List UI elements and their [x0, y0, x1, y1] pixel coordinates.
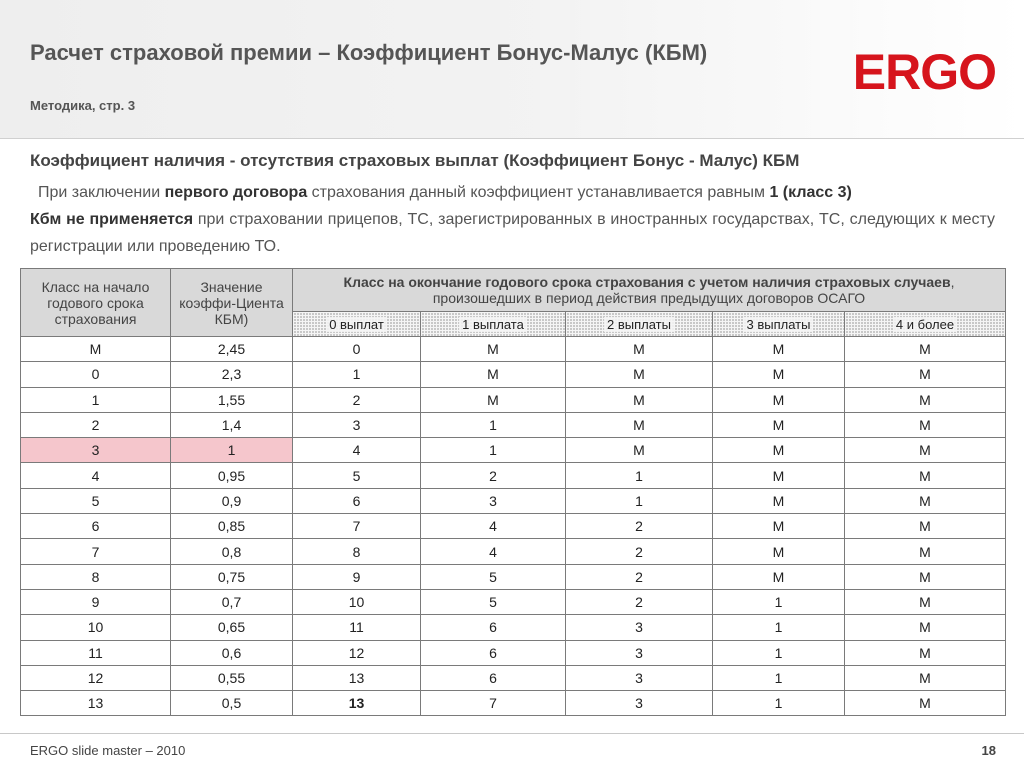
cell-kbm: 0,7 [171, 589, 293, 614]
cell-1-payout: М [421, 387, 566, 412]
cell-1-payout: 6 [421, 615, 566, 640]
cell-0-payouts: 11 [293, 615, 421, 640]
cell-kbm: 1,55 [171, 387, 293, 412]
cell-4-plus-payouts: М [845, 337, 1006, 362]
cell-3-payouts: 1 [713, 589, 845, 614]
subheader-4-label: 4 и более [893, 317, 957, 332]
not-applicable-paragraph [30, 206, 995, 260]
cell-2-payouts: 3 [566, 640, 713, 665]
cell-class-start: 13 [21, 691, 171, 716]
cell-2-payouts: М [566, 337, 713, 362]
cell-class-start: 1 [21, 387, 171, 412]
cell-0-payouts: 4 [293, 438, 421, 463]
slide-content [30, 150, 995, 260]
cell-2-payouts: М [566, 362, 713, 387]
subheader-1-label: 1 выплата [459, 317, 527, 332]
subheader-4-plus-payouts [845, 312, 1006, 337]
cell-class-start: 3 [21, 438, 171, 463]
cell-1-payout: М [421, 362, 566, 387]
cell-4-plus-payouts: М [845, 387, 1006, 412]
subheader-3-payouts [713, 312, 845, 337]
cell-0-payouts: 5 [293, 463, 421, 488]
subheader-2-label: 2 выплаты [604, 317, 674, 332]
cell-0-payouts: 13 [293, 665, 421, 690]
cell-class-start: 2 [21, 412, 171, 437]
cell-class-start: 8 [21, 564, 171, 589]
table-row-highlighted [21, 438, 1006, 463]
table-row [21, 589, 1006, 614]
slide-subtitle: Методика, стр. 3 [30, 98, 136, 113]
col-header-kbm-value: Значение коэффи-Циента КБМ) [171, 269, 293, 337]
cell-1-payout: 3 [421, 488, 566, 513]
col-header-class-end-bold: Класс на окончание годового срока страхования с учетом наличия страховых случаев [343, 274, 951, 290]
cell-1-payout: 6 [421, 665, 566, 690]
cell-0-payouts: 12 [293, 640, 421, 665]
cell-kbm: 0,6 [171, 640, 293, 665]
cell-3-payouts: М [713, 488, 845, 513]
para2-text-b: при страховании прицепов, ТС, зарегистрированных в иностранных государствах, ТС, следующих к месту регистрации или проведению ТО. [30, 211, 995, 255]
subheader-2-payouts [566, 312, 713, 337]
cell-2-payouts: 2 [566, 564, 713, 589]
cell-2-payouts: 2 [566, 539, 713, 564]
table-row [21, 615, 1006, 640]
cell-3-payouts: М [713, 438, 845, 463]
cell-0-payouts: 3 [293, 412, 421, 437]
table-row [21, 665, 1006, 690]
cell-4-plus-payouts: М [845, 362, 1006, 387]
cell-3-payouts: 1 [713, 615, 845, 640]
cell-2-payouts: 2 [566, 514, 713, 539]
cell-3-payouts: М [713, 514, 845, 539]
subheader-0-label: 0 выплат [326, 317, 387, 332]
cell-kbm: 2,45 [171, 337, 293, 362]
slide-title: Расчет страховой премии – Коэффициент Бонус-Малус (КБМ) [30, 40, 708, 65]
cell-class-start: 5 [21, 488, 171, 513]
cell-1-payout: 1 [421, 438, 566, 463]
cell-4-plus-payouts: М [845, 514, 1006, 539]
page-number: 18 [981, 743, 996, 758]
cell-class-start: 4 [21, 463, 171, 488]
cell-3-payouts: М [713, 564, 845, 589]
cell-kbm: 1,4 [171, 412, 293, 437]
col-header-class-end [293, 269, 1006, 312]
cell-4-plus-payouts: М [845, 589, 1006, 614]
cell-0-payouts: 6 [293, 488, 421, 513]
section-heading: Коэффициент наличия - отсутствия страховых выплат (Коэффициент Бонус - Малус) КБМ [30, 151, 800, 170]
cell-4-plus-payouts: М [845, 615, 1006, 640]
para1-bold-b: первого договора [164, 184, 308, 201]
col-header-class-start: Класс на начало годового срока страхования [21, 269, 171, 337]
table-row [21, 691, 1006, 716]
cell-0-payouts: 8 [293, 539, 421, 564]
slide-header [0, 0, 1024, 139]
cell-4-plus-payouts: М [845, 564, 1006, 589]
cell-3-payouts: 1 [713, 691, 845, 716]
cell-class-start: 0 [21, 362, 171, 387]
first-contract-paragraph [30, 179, 995, 206]
cell-class-start: 12 [21, 665, 171, 690]
cell-3-payouts: М [713, 463, 845, 488]
cell-1-payout: 5 [421, 589, 566, 614]
cell-4-plus-payouts: М [845, 463, 1006, 488]
cell-2-payouts: 3 [566, 691, 713, 716]
cell-4-plus-payouts: М [845, 438, 1006, 463]
subheader-0-payouts [293, 312, 421, 337]
subheader-1-payout [421, 312, 566, 337]
cell-4-plus-payouts: М [845, 665, 1006, 690]
cell-3-payouts: 1 [713, 665, 845, 690]
col-header-class-end-light: , произошедших в период действия предыдущих договоров ОСАГО [432, 274, 955, 306]
cell-2-payouts: М [566, 412, 713, 437]
table-row [21, 488, 1006, 513]
cell-0-payouts: 10 [293, 589, 421, 614]
para2-bold-a: Кбм не применяется [30, 211, 194, 228]
cell-0-payouts: 2 [293, 387, 421, 412]
cell-4-plus-payouts: М [845, 539, 1006, 564]
table-row [21, 412, 1006, 437]
cell-kbm: 0,65 [171, 615, 293, 640]
cell-kbm: 1 [171, 438, 293, 463]
subheader-3-label: 3 выплаты [744, 317, 814, 332]
cell-kbm: 0,55 [171, 665, 293, 690]
para1-text-c: страхования данный коэффициент устанавливается равным [307, 184, 770, 201]
table-row [21, 387, 1006, 412]
cell-kbm: 0,8 [171, 539, 293, 564]
table-row [21, 564, 1006, 589]
cell-3-payouts: М [713, 387, 845, 412]
cell-1-payout: 6 [421, 640, 566, 665]
footer-text: ERGO slide master – 2010 [30, 743, 186, 758]
cell-class-start: 6 [21, 514, 171, 539]
cell-3-payouts: М [713, 362, 845, 387]
cell-2-payouts: 3 [566, 615, 713, 640]
cell-kbm: 2,3 [171, 362, 293, 387]
cell-1-payout: М [421, 337, 566, 362]
cell-2-payouts: 2 [566, 589, 713, 614]
cell-3-payouts: М [713, 539, 845, 564]
para1-text-a: При заключении [38, 184, 165, 201]
cell-1-payout: 7 [421, 691, 566, 716]
cell-kbm: 0,95 [171, 463, 293, 488]
cell-0-payouts: 9 [293, 564, 421, 589]
ergo-logo: ERGO [852, 44, 996, 100]
cell-2-payouts: М [566, 438, 713, 463]
cell-kbm: 0,85 [171, 514, 293, 539]
cell-0-payouts: 7 [293, 514, 421, 539]
cell-0-payouts: 13 [293, 691, 421, 716]
kbm-table [20, 268, 1006, 716]
table-row [21, 640, 1006, 665]
cell-class-start: 10 [21, 615, 171, 640]
cell-3-payouts: М [713, 337, 845, 362]
cell-class-start: М [21, 337, 171, 362]
table-row [21, 362, 1006, 387]
cell-0-payouts: 0 [293, 337, 421, 362]
cell-class-start: 7 [21, 539, 171, 564]
cell-2-payouts: 1 [566, 488, 713, 513]
cell-1-payout: 5 [421, 564, 566, 589]
cell-1-payout: 2 [421, 463, 566, 488]
table-row [21, 463, 1006, 488]
cell-3-payouts: М [713, 412, 845, 437]
cell-class-start: 9 [21, 589, 171, 614]
para1-bold-d: 1 (класс 3) [769, 184, 852, 201]
table-row [21, 337, 1006, 362]
cell-2-payouts: 1 [566, 463, 713, 488]
cell-class-start: 11 [21, 640, 171, 665]
cell-kbm: 0,9 [171, 488, 293, 513]
cell-4-plus-payouts: М [845, 691, 1006, 716]
cell-4-plus-payouts: М [845, 488, 1006, 513]
cell-1-payout: 4 [421, 539, 566, 564]
footer-divider [0, 733, 1024, 734]
cell-4-plus-payouts: М [845, 412, 1006, 437]
cell-4-plus-payouts: М [845, 640, 1006, 665]
table-row [21, 539, 1006, 564]
cell-1-payout: 1 [421, 412, 566, 437]
cell-kbm: 0,5 [171, 691, 293, 716]
table-row [21, 514, 1006, 539]
cell-3-payouts: 1 [713, 640, 845, 665]
cell-2-payouts: М [566, 387, 713, 412]
cell-1-payout: 4 [421, 514, 566, 539]
cell-2-payouts: 3 [566, 665, 713, 690]
cell-0-payouts: 1 [293, 362, 421, 387]
cell-kbm: 0,75 [171, 564, 293, 589]
